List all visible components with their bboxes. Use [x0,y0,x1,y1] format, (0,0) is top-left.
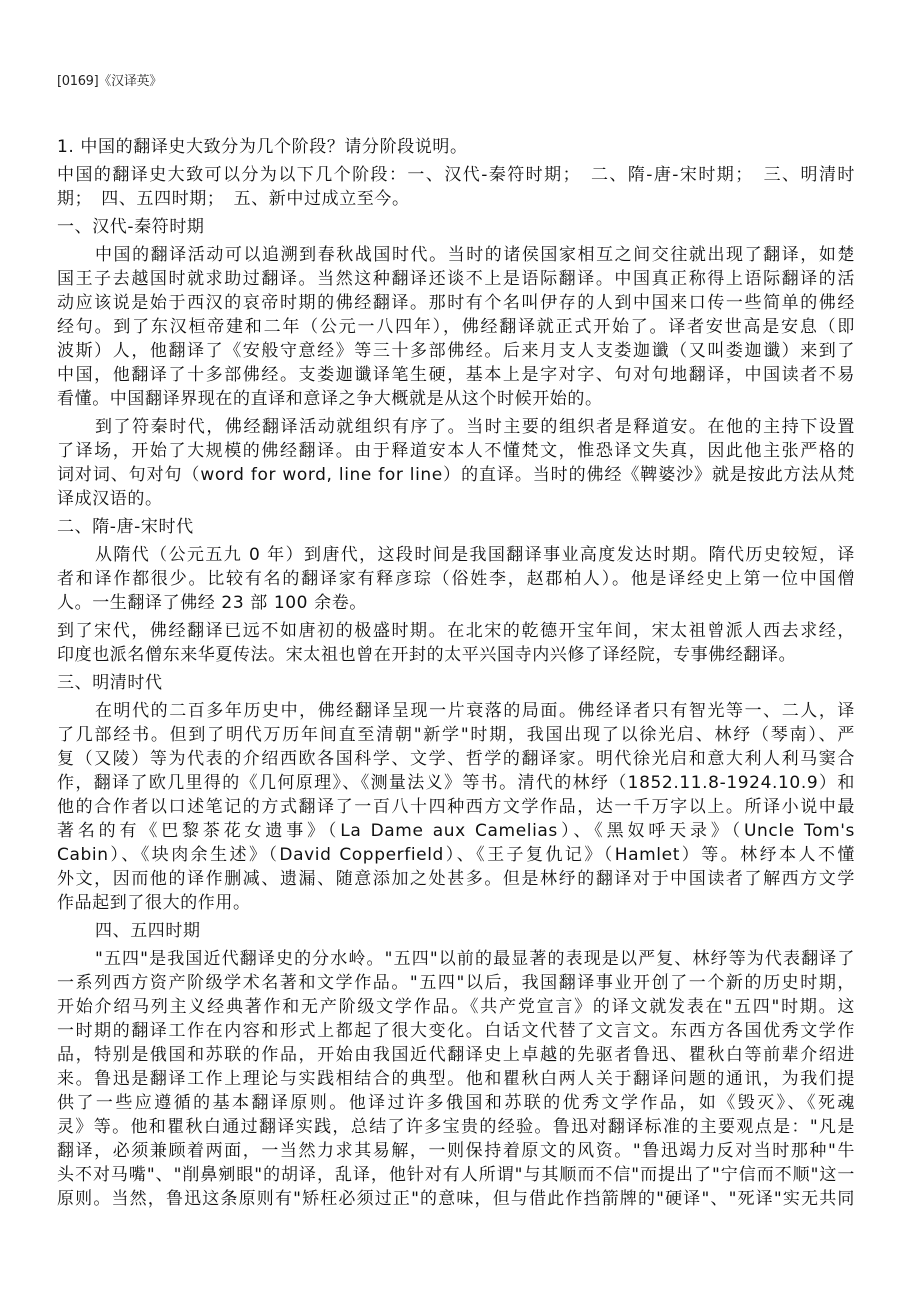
section-heading [57,215,855,239]
text-line: 一时期的翻译工作在内容和形式上都起了很大变化。白话文代替了文言文。东西方各国优秀文学作 [57,1021,855,1041]
text-line: 品，特别是俄国和苏联的作品，开始由我国近代翻译史上卓越的先驱者鲁迅、瞿秋白等前辈介绍进 [57,1045,855,1065]
document-body [57,135,855,1215]
text-line: 从隋代（公元五九 0 年）到唐代，这段时间是我国翻译事业高度发达时期。隋代历史较短，译 [95,545,855,565]
text-line: 印度也派名僧东来华夏传法。宋太祖也曾在开封的太平兴国寺内兴修了译经院，专事佛经翻译。 [57,645,797,665]
text-line: 国王子去越国时就求助过翻译。当然这种翻译还谈不上是语际翻译。中国真正称得上语际翻译的活 [57,269,855,289]
text-line: 了译场，开始了大规模的佛经翻译。由于释道安本人不懂梵文，惟恐译文失真，因此他主张严格的 [57,441,855,461]
text-line: 作品起到了很大的作用。 [57,893,251,913]
text-line: 复（又陵）等为代表的介绍西欧各国科学、文学、哲学的翻译家。明代徐光启和意大利人利马窦合 [57,749,855,769]
text-line: 开始介绍马列主义经典著作和无产阶级文学作品。《共产党宣言》的译文就发表在"五四"时期。这 [57,997,855,1017]
text-line: 三、明清时代 [57,673,163,693]
text-line: 中国的翻译活动可以追溯到春秋战国时代。当时的诸侯国家相互之间交往就出现了翻译，如楚 [95,245,855,265]
question-title [57,135,855,159]
text-line: 期； 四、五四时期； 五、新中过成立至今。 [57,189,410,209]
text-line: 灵》等。他和瞿秋白通过翻译实践，总结了许多宝贵的经验。鲁迅对翻译标准的主要观点是："凡是 [57,1117,855,1137]
section-heading [57,515,855,539]
text-line: 一系列西方资产阶级学术名著和文学作品。"五四"以后，我国翻译事业开创了一个新的历史时期， [57,973,855,993]
text-line: 1. 中国的翻译史大致分为几个阶段？请分阶段说明。 [57,137,468,157]
text-line: 到了符秦时代，佛经翻译活动就组织有序了。当时主要的组织者是释道安。在他的主持下设置 [95,417,855,437]
text-line: 著名的有《巴黎茶花女遗事》（La Dame aux Camelias）、《黑奴呼天录》（Uncle Tom's [57,821,855,841]
text-line: 原则。当然，鲁迅这条原则有"矫枉必须过正"的意味，但与借此作挡箭牌的"硬译"、"死译"实无共同 [57,1189,855,1209]
text-line: 了几部经书。但到了明代万历年间直至清朝"新学"时期，我国出现了以徐光启、林纾（琴南）、严 [57,725,855,745]
paragraph [57,415,855,511]
text-line: 人。一生翻译了佛经 23 部 100 余卷。 [57,593,367,613]
text-line: 翻译，必须兼顾着两面，一当然力求其易解，一则保持着原文的风资。"鲁迅竭力反对当时那种"牛 [57,1141,855,1161]
paragraph [57,163,855,211]
text-line: 经句。到了东汉桓帝建和二年（公元一八四年），佛经翻译就正式开始了。译者安世高是安息（即 [57,317,855,337]
text-line: 来。鲁迅是翻译工作上理论与实践相结合的典型。他和瞿秋白两人关于翻译问题的通讯，为我们提 [57,1069,855,1089]
paragraph [57,619,855,667]
text-line: 动应该说是始于西汉的哀帝时期的佛经翻译。那时有个名叫伊存的人到中国来口传一些简单的佛经 [57,293,855,313]
paragraph [57,243,855,411]
text-line: 波斯）人，他翻译了《安般守意经》等三十多部佛经。后来月支人支娄迦谶（又叫娄迦谶）来到了 [57,341,855,361]
text-line: "五四"是我国近代翻译史的分水岭。"五四"以前的最显著的表现是以严复、林纾等为代表翻译了 [95,949,855,969]
document-header: [0169]《汉译英》 [57,74,162,89]
text-line: Cabin）、《块肉余生述》（David Copperfield）、《王子复仇记》（Hamlet）等。林纾本人不懂 [57,845,855,865]
text-line: 看懂。中国翻译界现在的直译和意译之争大概就是从这个时候开始的。 [57,389,603,409]
text-line: 中国的翻译史大致可以分为以下几个阶段：一、汉代-秦符时期； 二、隋-唐-宋时期； 三、明清时 [57,165,855,185]
text-line: 供了一些应遵循的基本翻译原则。他译过许多俄国和苏联的优秀文学作品，如《毁灭》、《死魂 [57,1093,855,1113]
text-line: 中国，他翻译了十多部佛经。支娄迦谶译笔生硬，基本上是字对字、句对句地翻译，中国读者不易 [57,365,855,385]
paragraph [57,543,855,615]
text-line: 在明代的二百多年历史中，佛经翻译呈现一片衰落的局面。佛经译者只有智光等一、二人，译 [95,701,855,721]
section-heading [57,919,855,943]
text-line: 二、隋-唐-宋时代 [57,517,194,537]
text-line: 头不对马嘴"、"削鼻剜眼"的胡译，乱译，他针对有人所谓"与其顺而不信"而提出了"宁信而不顺"这一 [57,1165,855,1185]
paragraph [57,699,855,915]
text-line: 译成汉语的。 [57,489,163,509]
text-line: 外文，因而他的译作删减、遗漏、随意添加之处甚多。但是林纾的翻译对于中国读者了解西方文学 [57,869,855,889]
text-line: 他的合作者以口述笔记的方式翻译了一百八十四种西方文学作品，达一千万字以上。所译小说中最 [57,797,855,817]
text-line: 一、汉代-秦符时期 [57,217,205,237]
text-line: 到了宋代，佛经翻译已远不如唐初的极盛时期。在北宋的乾德开宝年间，宋太祖曾派人西去求经， [57,621,855,641]
paragraph [57,947,855,1211]
text-line: 者和译作都很少。比较有名的翻译家有释彦琮（俗姓李，赵郡柏人）。他是译经史上第一位中国僧 [57,569,855,589]
text-line: 四、五四时期 [95,921,201,941]
text-line: 词对词、句对句（word for word, line for line）的直译。当时的佛经《鞞婆沙》就是按此方法从梵 [57,465,855,485]
section-heading [57,671,855,695]
text-line: 作，翻译了欧几里得的《几何原理》、《测量法义》等书。清代的林纾（1852.11.8-1924.10.9）和 [57,773,855,793]
